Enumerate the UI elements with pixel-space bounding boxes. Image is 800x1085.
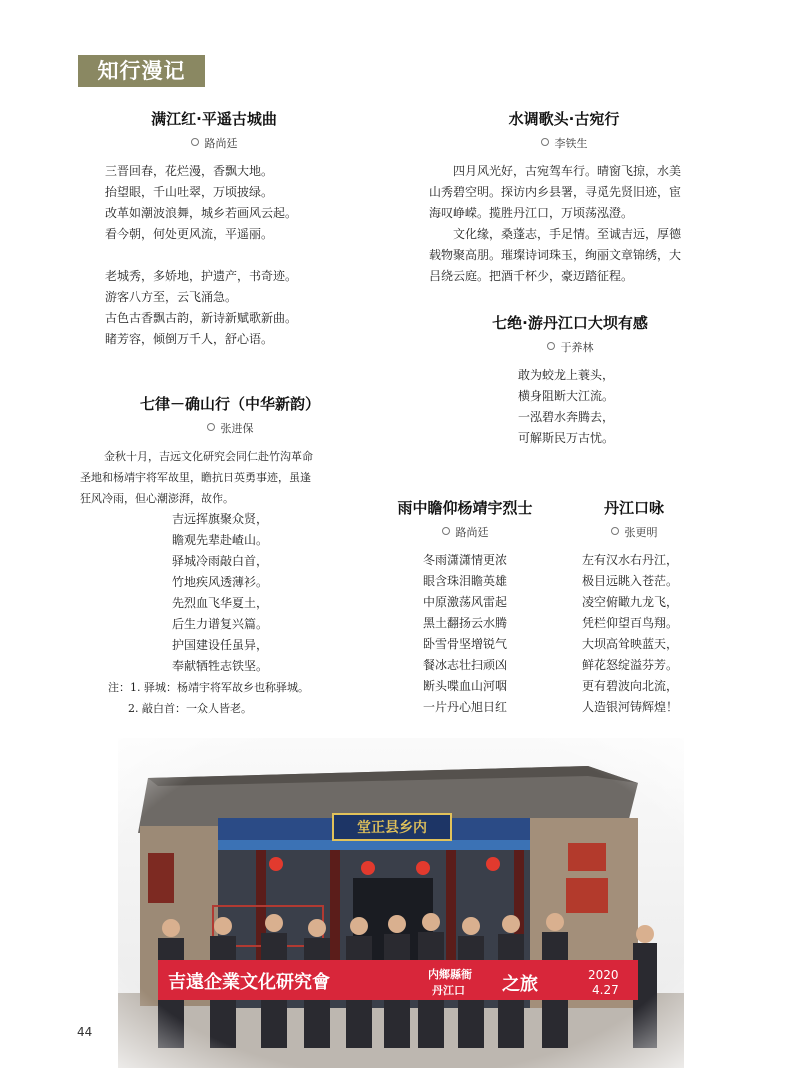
author-ring-icon bbox=[547, 342, 555, 350]
group-photo-illustration bbox=[118, 738, 684, 1068]
poem-line: 先烈血飞华夏土， bbox=[172, 596, 269, 610]
poem-line: 中原激荡风雷起 bbox=[422, 595, 507, 609]
poem-line: 敢为蛟龙上蓑头， bbox=[518, 368, 615, 382]
poem-line: 凭栏仰望百鸟翔。 bbox=[582, 616, 679, 630]
poem-note: 注：1. 驿城：杨靖宇将军故乡也称驿城。 bbox=[108, 681, 309, 694]
poem-line: 驿城冷雨敲白首， bbox=[172, 554, 269, 568]
poem-line: 吉远挥旗聚众贤， bbox=[172, 512, 269, 526]
section-title: 知行漫记 bbox=[78, 55, 205, 87]
poem-body bbox=[470, 365, 670, 449]
poem-line: 卧雪骨坚增锐气 bbox=[422, 637, 507, 651]
poem-line: 横身阻断大江流。 bbox=[518, 389, 615, 403]
poem-title: 满江红·平遥古城曲 bbox=[151, 110, 277, 128]
poem-preface-line: 圣地和杨靖宇将军故里，瞻抗日英勇事迹，虽逢 bbox=[80, 471, 311, 484]
poem-body bbox=[105, 161, 323, 350]
poem-line: 载物聚高朋。璀璨诗词珠玉，绚丽文章锦绣，大 bbox=[429, 248, 682, 262]
poem-line: 抬望眼，千山吐翠，万顷披绿。 bbox=[105, 185, 274, 199]
poem-author: 张更明 bbox=[582, 524, 686, 540]
poem-line: 奉献牺牲志铁坚。 bbox=[172, 659, 269, 673]
poem-title: 七绝·游丹江口大坝有感 bbox=[492, 314, 648, 332]
poem-line: 游客八方至，云飞涌急。 bbox=[105, 290, 238, 304]
poem-author: 路尚廷 bbox=[105, 135, 323, 151]
poem-title: 水调歌头·古宛行 bbox=[508, 110, 620, 128]
poem-preface-line: 狂风冷雨，但心潮澎湃，故作。 bbox=[80, 492, 234, 505]
poem-preface-line: 金秋十月，吉远文化研究会同仁赴竹沟革命 bbox=[104, 450, 313, 463]
author-ring-icon bbox=[541, 138, 549, 146]
author-ring-icon bbox=[207, 423, 215, 431]
author-ring-icon bbox=[191, 138, 199, 146]
poem-body bbox=[392, 550, 538, 718]
poem-body bbox=[80, 446, 380, 719]
poem-line: 人造银河铸辉煌！ bbox=[582, 700, 679, 714]
poem-line: 更有碧波向北流， bbox=[582, 679, 679, 693]
poem-title: 丹江口咏 bbox=[603, 499, 664, 517]
poem-title: 七律－确山行（中华新韵） bbox=[139, 395, 320, 413]
poem-line: 三晋回春，花烂漫，香飘大地。 bbox=[105, 164, 274, 178]
poem-line: 四月风光好，古宛驾车行。晴窗飞掠，水美 bbox=[453, 164, 682, 178]
poem-line: 后生力谱复兴篇。 bbox=[172, 617, 269, 631]
poem-shui-diao-ge-tou bbox=[429, 108, 699, 287]
poem-line: 极目远眺入苍茫。 bbox=[582, 574, 679, 588]
poem-line: 断头喋血山河咽 bbox=[422, 679, 507, 693]
poem-author: 于养林 bbox=[470, 339, 670, 355]
poem-line: 竹地疾风透薄衫。 bbox=[172, 575, 269, 589]
poem-line: 海叹峥嵘。揽胜丹江口，万顷荡泓澄。 bbox=[429, 206, 634, 220]
group-photo bbox=[118, 738, 684, 1068]
poem-line: 古色古香飘古韵，新诗新赋歌新曲。 bbox=[105, 311, 298, 325]
poem-line: 护国建设任虽异， bbox=[172, 638, 269, 652]
poem-line: 眼含珠泪瞻英雄 bbox=[422, 574, 507, 588]
poem-line: 瞻观先辈赴嵖山。 bbox=[172, 533, 269, 547]
poem-line: 可解斯民万古忧。 bbox=[518, 431, 615, 445]
poem-line: 餐冰志壮扫顽凶 bbox=[422, 658, 507, 672]
poem-line: 吕绕云庭。把酒千杯少，豪迈踏征程。 bbox=[429, 269, 634, 283]
poem-line: 一泓碧水奔腾去， bbox=[518, 410, 615, 424]
poem-line: 看今朝，何处更风流，平遥丽。 bbox=[105, 227, 274, 241]
poem-yang-jing-yu bbox=[392, 497, 538, 718]
poem-line: 大坝高耸映蓝天， bbox=[582, 637, 679, 651]
poem-line: 睹芳容，倾倒万千人，舒心语。 bbox=[105, 332, 274, 346]
poem-line: 凌空俯瞰九龙飞， bbox=[582, 595, 679, 609]
poem-author: 李铁生 bbox=[429, 135, 699, 151]
author-ring-icon bbox=[611, 527, 619, 535]
poem-line: 改革如潮波浪舞，城乡若画风云起。 bbox=[105, 206, 298, 220]
poem-line: 一片丹心旭日红 bbox=[422, 700, 507, 714]
poem-line: 黑土翻扬云水腾 bbox=[422, 616, 507, 630]
poem-man-jiang-hong bbox=[105, 108, 323, 350]
poem-line: 鲜花怒绽溢芬芳。 bbox=[582, 658, 679, 672]
poem-body bbox=[582, 550, 686, 718]
poem-line: 山秀碧空明。探访内乡县署，寻觅先贤旧迹，宦 bbox=[429, 185, 682, 199]
poem-line: 文化缘，桑蓬志，手足情。至诚吉远，厚德 bbox=[453, 227, 682, 241]
poem-qi-lv-que-shan bbox=[80, 393, 380, 719]
poem-dan-jiang-kou-yong bbox=[582, 497, 686, 718]
poem-title: 雨中瞻仰杨靖宇烈士 bbox=[397, 499, 533, 517]
poem-author: 张进保 bbox=[80, 420, 380, 436]
author-ring-icon bbox=[442, 527, 450, 535]
poem-author: 路尚廷 bbox=[392, 524, 538, 540]
poem-line: 左有汉水右丹江， bbox=[582, 553, 679, 567]
poem-line: 冬雨潇潇情更浓 bbox=[422, 553, 507, 567]
poem-body bbox=[429, 161, 699, 287]
page-number: 44 bbox=[77, 1025, 93, 1039]
poem-line: 老城秀，多娇地，护遗产，书奇迹。 bbox=[105, 269, 298, 283]
poem-note: 2. 敲白首：一众人皆老。 bbox=[128, 702, 252, 715]
poem-qi-jue-dan-jiang-kou bbox=[470, 312, 670, 449]
